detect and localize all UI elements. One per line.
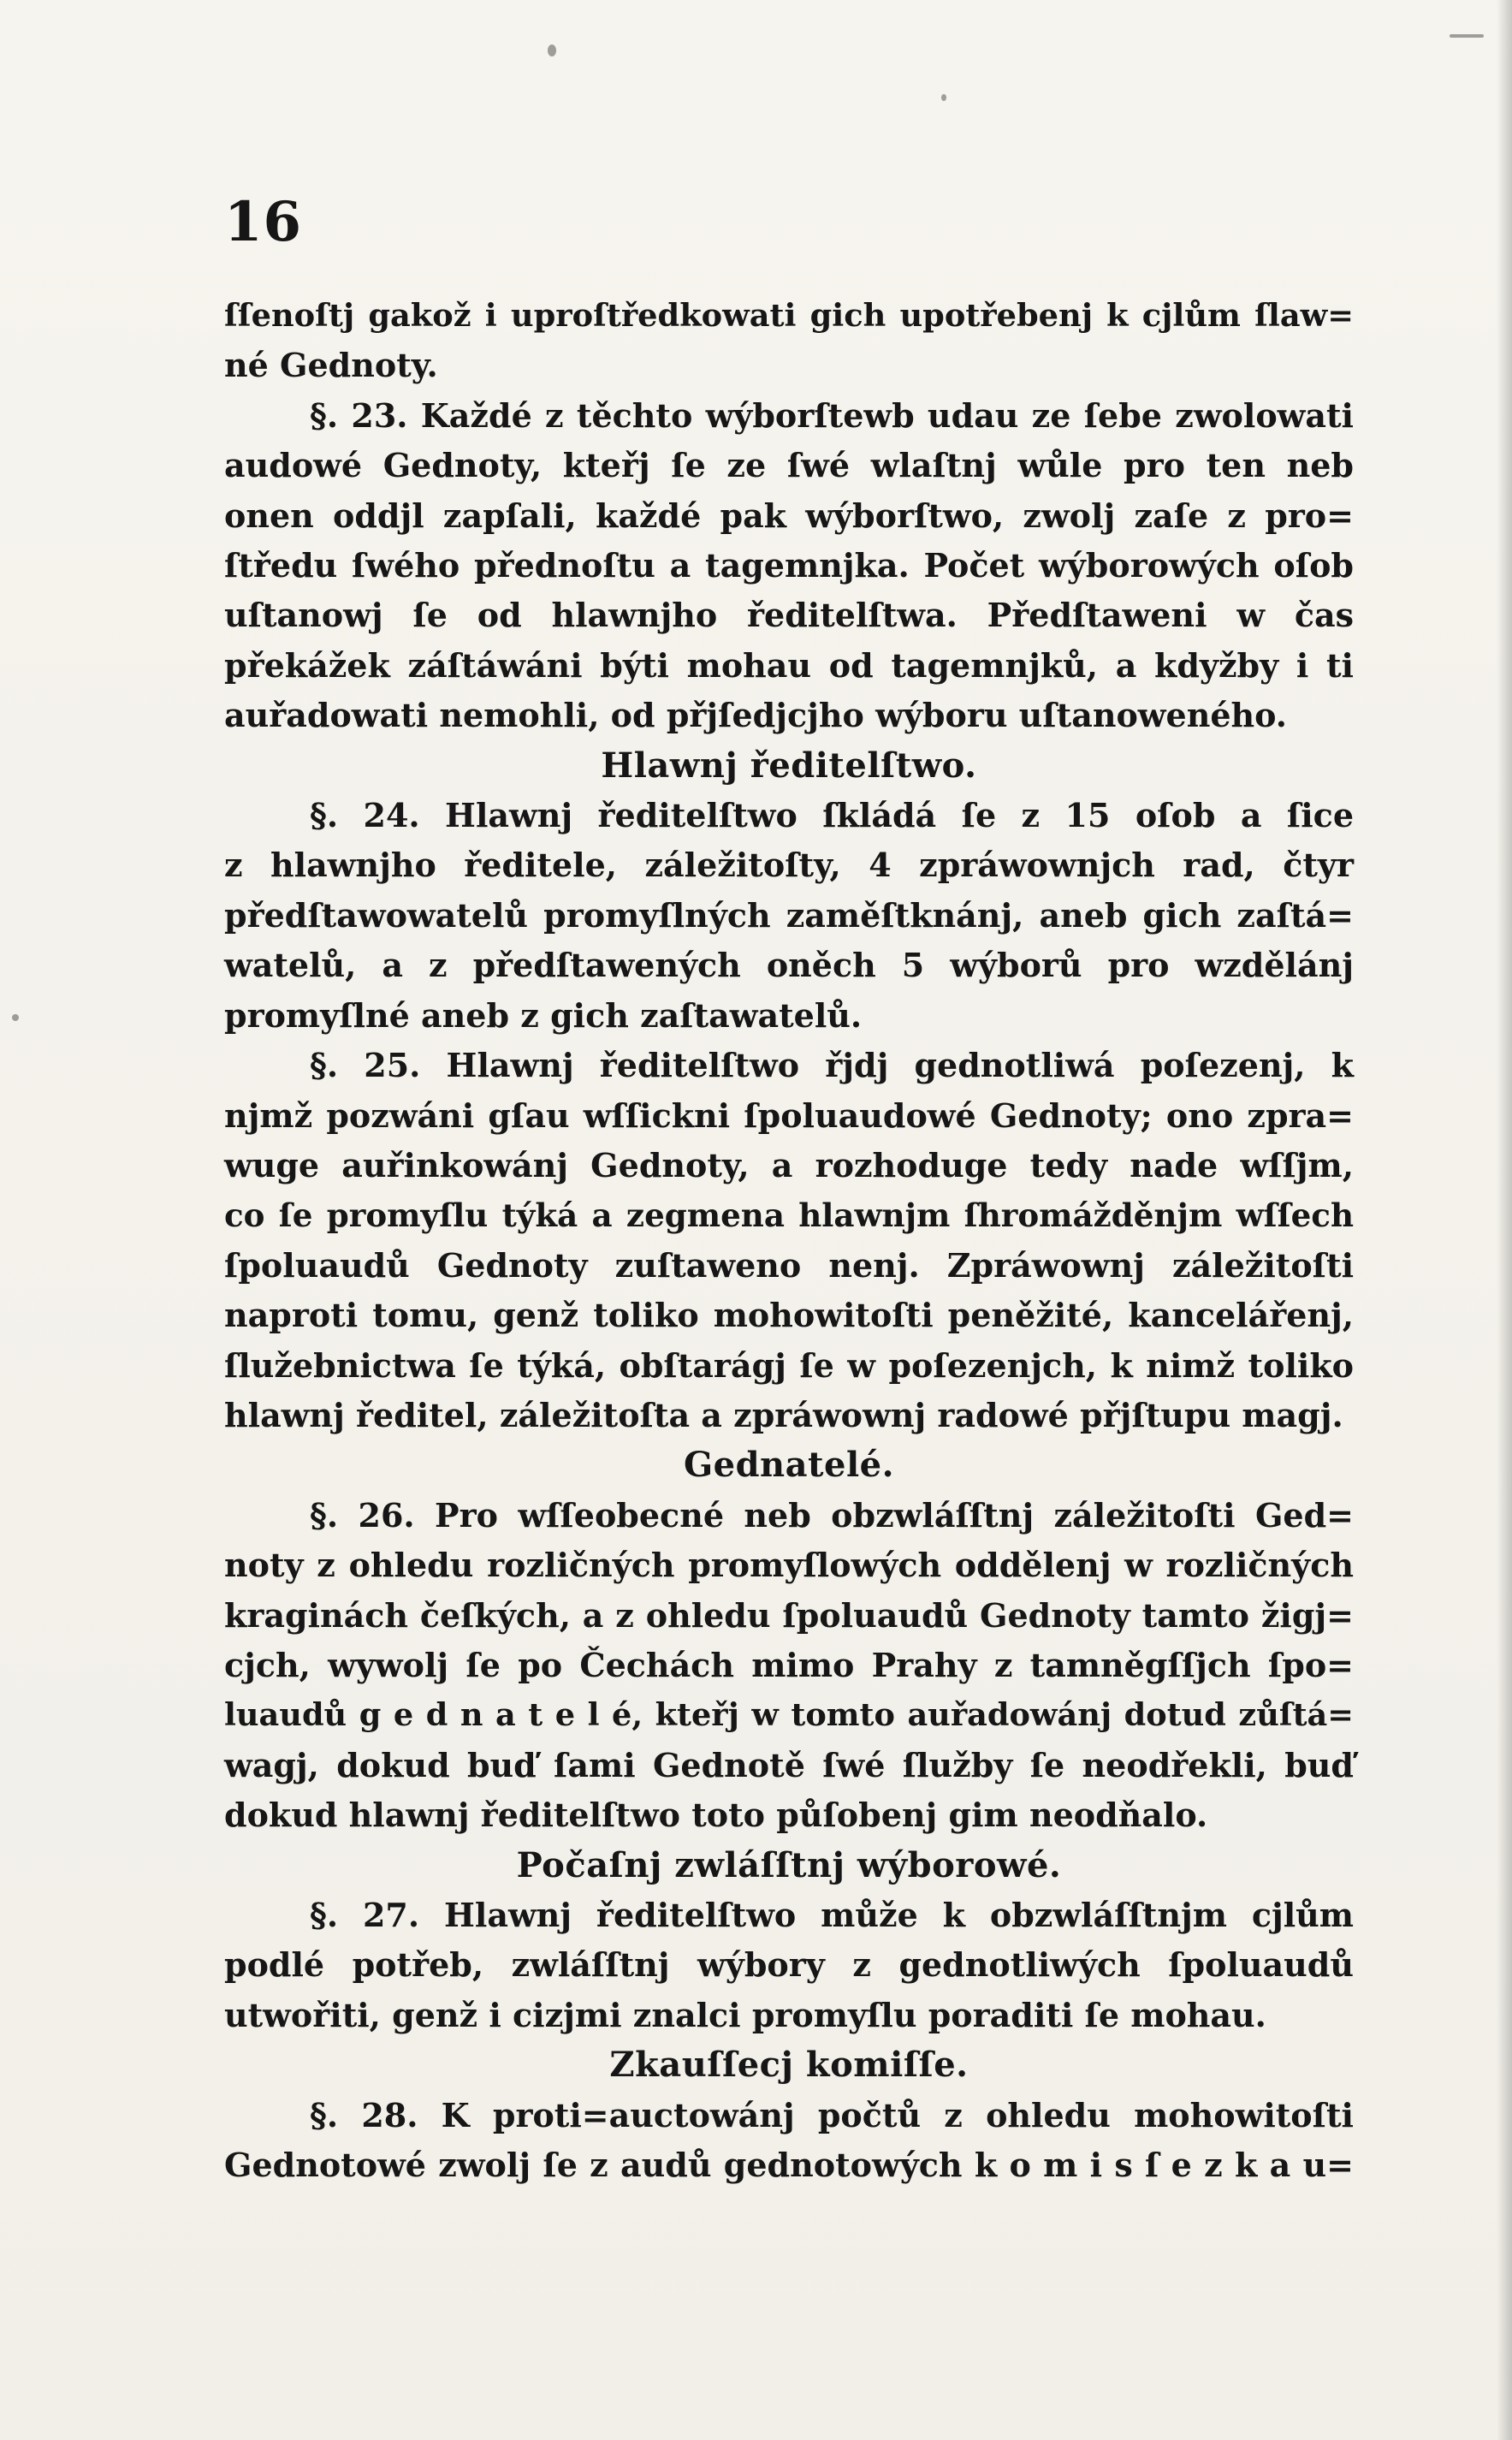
text-line: utwořiti, genž i cizjmi znalci promyſlu poraditi ſe mohau. — [224, 1995, 1266, 2034]
text-line: §. 27. Hlawnj ředitelſtwo může k obzwláſſtnjm cjlům — [310, 1896, 1354, 1934]
text-line: naproti tomu, genž toliko mohowitoſti peněžité, kancelářenj, — [224, 1296, 1354, 1335]
text-line: §. 28. K proti=auctowánj počtů z ohledu mohowitoſti — [310, 2095, 1354, 2134]
text-line: dokud hlawnj ředitelſtwo toto půſobenj gim neodňalo. — [224, 1796, 1208, 1835]
ink-speck — [941, 94, 946, 101]
text-line: z hlawnjho ředitele, záležitoſty, 4 zpráwownjch rad, čtyr — [224, 846, 1354, 885]
text-line: né Gednoty. — [224, 346, 438, 385]
section-heading: Zkauſſecj komiſſe. — [609, 2045, 969, 2086]
ink-speck — [12, 1014, 19, 1021]
text-line: watelů, a z předſtawených oněch 5 wýborů pro wzdělánj — [224, 946, 1354, 985]
ink-speck — [548, 45, 556, 56]
text-line: kraginách čeſkých, a z ohledu ſpoluaudů Gednoty tamto žigj= — [224, 1595, 1354, 1635]
page-number: 16 — [224, 190, 303, 254]
text-line: promyſlné aneb z gich zaſtawatelů. — [224, 995, 863, 1035]
text-line: §. 23. Každé z těchto wýborſtewb udau ze ſebe zwolowati — [310, 395, 1354, 435]
text-line: luaudů g e d n a t e l é, kteřj w tomto auřadowánj dotud zůſtá= — [224, 1696, 1354, 1734]
page-edge-shadow — [1497, 0, 1512, 2440]
text-line: §. 26. Pro wſſeobecné neb obzwláſſtnj záležitoſti Ged= — [310, 1495, 1354, 1535]
text-line: Gednotowé zwolj ſe z audů gednotowých k o m i s ſ e z k a u= — [224, 2146, 1354, 2185]
body-text — [224, 291, 1354, 2190]
text-line: audowé Gednoty, kteřj ſe ze ſwé wlaſtnj wůle pro ten neb — [224, 446, 1354, 485]
text-line: noty z ohledu rozličných promyſlowých oddělenj w rozličných — [224, 1546, 1354, 1585]
text-line: ſpoluaudů Gednoty zuſtaweno nenj. Zpráwownj záležitoſti — [224, 1245, 1354, 1285]
text-line: njmž pozwáni gſau wſſickni ſpoluaudowé Gednoty; ono zpra= — [224, 1095, 1354, 1135]
text-line: wuge auřinkowánj Gednoty, a rozhoduge tedy nade wſſjm, — [224, 1145, 1354, 1184]
section-heading: Gednatelé. — [683, 1445, 895, 1486]
text-line: ſſenoſtj gakož i uproſtředkowati gich upotřebenj k cjlům ſlaw= — [224, 297, 1354, 334]
text-line: cjch, wywolj ſe po Čechách mimo Prahy z tamněgſſjch ſpo= — [224, 1645, 1354, 1684]
text-line: podlé potřeb, zwláſſtnj wýbory z gednotliwých ſpoluaudů — [224, 1945, 1354, 1985]
text-line: předſtawowatelů promyſlných zaměſtknánj, aneb gich zaſtá= — [224, 895, 1354, 935]
text-line: auřadowati nemohli, od přjſedjcjho wýboru uſtanoweného. — [224, 696, 1288, 735]
text-line: ſtředu ſwého přednoſtu a tagemnjka. Počet wýborowých oſob — [224, 546, 1354, 585]
text-line: uſtanowj ſe od hlawnjho ředitelſtwa. Předſtaweni w čas — [224, 596, 1354, 635]
text-line: ſlužebnictwa ſe týká, obſtarágj ſe w poſezenjch, k nimž toliko — [224, 1345, 1354, 1385]
text-line: hlawnj ředitel, záležitoſta a zpráwownj radowé přjſtupu magj. — [224, 1395, 1343, 1434]
section-heading: Počaſnj zwláſſtnj wýborowé. — [516, 1844, 1062, 1885]
text-line: překážek záſtáwáni býti mohau od tagemnjků, a kdyžby i ti — [224, 645, 1354, 685]
text-line: wagj, dokud buď ſami Gednotě ſwé ſlužby ſe neodřekli, buď — [224, 1745, 1354, 1784]
ink-speck — [1450, 34, 1484, 38]
text-line: §. 24. Hlawnj ředitelſtwo ſkládá ſe z 15 oſob a ſice — [310, 796, 1354, 835]
section-heading: Hlawnj ředitelſtwo. — [601, 745, 977, 786]
text-line: co ſe promyſlu týká a zegmena hlawnjm ſhromážděnjm wſſech — [224, 1196, 1354, 1235]
text-line: onen oddjl zapſali, každé pak wýborſtwo, zwolj zaſe z pro= — [224, 496, 1354, 535]
text-line: §. 25. Hlawnj ředitelſtwo řjdj gednotliwá poſezenj, k — [310, 1046, 1354, 1085]
